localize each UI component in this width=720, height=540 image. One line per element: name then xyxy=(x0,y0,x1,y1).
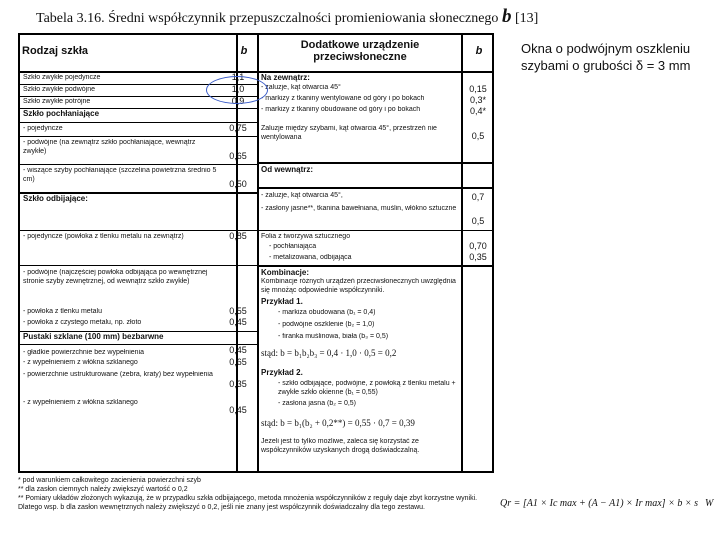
glass-b: 0,55 xyxy=(229,306,247,316)
footnote: ** Pomiary układów złożonych wykazują, że w przypadku szkła odbijającego, metoda mnożenia współczynników z reguły daje zbyt korzystne wyniki. Dlatego wsp. b dla zasłon wewnętrznych należy zwiększyć o 0,2, jeśli nie znany jest współczynnik doświadczalny dla tego zestawu. xyxy=(18,495,478,511)
glass-b: 0,9 xyxy=(231,96,245,106)
section-rule xyxy=(20,192,257,194)
glass-b: 0,85 xyxy=(229,231,247,241)
glass-row: - z wypełnieniem z włókna szklanego xyxy=(23,359,138,366)
glass-row: - powłoka z czystego metalu, np. złoto xyxy=(23,319,142,326)
inside-label: Od wewnątrz: xyxy=(261,166,314,174)
device-row: - zasłony jasne**, tkanina bawełniana, muślin, włókno sztuczne xyxy=(261,205,457,212)
device-row: Folia z tworzywa sztucznego xyxy=(261,233,351,240)
glass-b: 0,75 xyxy=(229,123,247,133)
glass-row: - wiszące szyby pochłaniające (szczelina powietrzna średnio 5 cm) xyxy=(23,167,217,183)
example-2-label: Przykład 2. xyxy=(261,369,303,377)
device-row: - żaluzje, kąt otwarcia 45°, xyxy=(261,192,343,199)
glass-row: - powierzchnie ustrukturowane (żebra, kraty) bez wypełnienia xyxy=(23,371,213,378)
device-b: 0,5 xyxy=(471,216,485,226)
row-rule xyxy=(257,230,492,231)
table-caption xyxy=(36,6,538,28)
header-b-left: b xyxy=(240,45,248,57)
header-device: Dodatkowe urządzenie przeciwsłoneczne xyxy=(300,39,420,63)
example-1-label: Przykład 1. xyxy=(261,298,303,306)
device-row: - żaluzje, kąt otwarcia 45° xyxy=(261,84,341,91)
glass-row: Szkło zwykłe podwójne xyxy=(23,86,95,93)
outside-label: Na zewnątrz: xyxy=(261,74,310,82)
glass-row: Szkło zwykłe potrójne xyxy=(23,98,91,105)
caption-text: Tabela 3.16. Średni współczynnik przepuszczalności promieniowania słonecznego xyxy=(36,11,499,26)
formula-text: Qr = [A1 × Ic max + (A − A1) × Ir max] × b × s xyxy=(500,498,698,509)
glass-row: - pojedyncze xyxy=(23,125,63,132)
glass-b: 0,45 xyxy=(229,345,247,355)
section-glass-blocks: Pustaki szklane (100 mm) bezbarwne xyxy=(23,333,164,341)
device-b: 0,35 xyxy=(469,252,487,262)
footnote: ** dla zasłon ciemnych należy zwiększyć wartość o 0,2 xyxy=(18,486,188,493)
glass-row: - pojedyncze (powłoka z tlenku metalu na zewnątrz) xyxy=(23,233,184,240)
device-b: 0,4* xyxy=(469,106,486,116)
glass-b: 1,1 xyxy=(231,72,245,82)
example-1-item: - firanka muślinowa, biała (b₃ = 0,5) xyxy=(278,333,389,340)
device-b: 0,7 xyxy=(471,192,485,202)
example-2-item: - zasłona jasna (b₂ = 0,5) xyxy=(278,400,357,407)
combinations-text: Kombinacje różnych urządzeń przeciwsłonecznych uwzględnia się mnożąc odpowiednie współczynniki. xyxy=(261,278,456,294)
example-1-item: - markiza obudowana (b₁ = 0,4) xyxy=(278,309,376,316)
device-row: - pochłaniająca xyxy=(269,243,317,250)
footnotes xyxy=(18,476,494,512)
example-1-item: - podwójne oszklenie (b₂ = 1,0) xyxy=(278,321,375,328)
glass-b: 0,45 xyxy=(229,317,247,327)
footnote: * pod warunkiem całkowitego zacienienia powierzchni szyb xyxy=(18,477,201,484)
formula-unit: W xyxy=(705,498,714,509)
device-b: 0,15 xyxy=(469,84,487,94)
glass-b: 0,35 xyxy=(229,379,247,389)
device-row: - markizy z tkaniny wentylowane od góry i po bokach xyxy=(261,95,425,102)
header-b-right: b xyxy=(475,45,483,57)
row-rule xyxy=(20,265,257,266)
glass-row: - podwójne (najczęściej powłoka odbijająca po wewnętrznej stronie szyby zewnętrznej, od wewnątrz szkło zwykłe) xyxy=(23,269,208,285)
section-reflective: Szkło odbijające: xyxy=(23,195,88,203)
row-rule xyxy=(20,108,257,109)
device-row: - metalizowana, odbijająca xyxy=(269,254,352,261)
row-rule xyxy=(20,164,257,165)
glass-row: - podwójne (na zewnątrz szkło pochłaniające, wewnątrz zwykłe) xyxy=(23,139,196,155)
glass-b: 0,45 xyxy=(229,405,247,415)
example-2-result: stąd: b = b₁(b₂ + 0,2**) = 0,55 · 0,7 = 0,39 xyxy=(261,418,415,428)
section-rule xyxy=(257,265,492,267)
glass-row: - z wypełnieniem z włókna szklanego xyxy=(23,399,138,406)
section-rule xyxy=(257,187,492,189)
combinations-label: Kombinacje: xyxy=(261,269,310,277)
glass-b: 0,50 xyxy=(229,179,247,189)
device-b: 0,3* xyxy=(469,95,486,105)
header-glass-type: Rodzaj szkła xyxy=(22,45,89,57)
device-row: - markizy z tkaniny obudowane od góry i po bokach xyxy=(261,106,421,113)
device-b: 0,70 xyxy=(469,241,487,251)
caption-ref: [13] xyxy=(514,11,539,26)
row-rule xyxy=(20,136,257,137)
side-note: Okna o podwójnym oszkleniu szybami o grubości δ = 3 mm xyxy=(521,41,691,73)
glass-b: 0,65 xyxy=(229,151,247,161)
glass-row: - gładkie powierzchnie bez wypełnienia xyxy=(23,349,145,356)
highlight-circle xyxy=(206,76,268,104)
section-rule xyxy=(257,162,492,164)
final-recommendation: Jeżeli jest to tylko możliwe, zaleca się korzystać ze współczynników uzyskanych drogą doświadczalną. xyxy=(261,438,420,454)
caption-symbol: b xyxy=(501,6,512,27)
heat-gain-formula xyxy=(500,498,720,509)
device-row: Żaluzje między szybami, kąt otwarcia 45°, przestrzeń nie wentylowana xyxy=(261,125,437,141)
section-absorbing: Szkło pochłaniające xyxy=(23,110,100,118)
glass-b: 0,65 xyxy=(229,357,247,367)
device-b: 0,5 xyxy=(471,131,485,141)
glass-row: Szkło zwykłe pojedyncze xyxy=(23,74,101,81)
example-1-result: stąd: b = b₁b₂b₃ = 0,4 · 1,0 · 0,5 = 0,2 xyxy=(261,348,397,358)
row-rule xyxy=(20,331,257,332)
example-2-item: - szkło odbijające, podwójne, z powłoką z tlenku metalu + zwykłe szkło okienne (b₁ = 0,55) xyxy=(278,380,456,396)
glass-b: 1,0 xyxy=(231,84,245,94)
glass-row: - powłoka z tlenku metalu xyxy=(23,308,102,315)
